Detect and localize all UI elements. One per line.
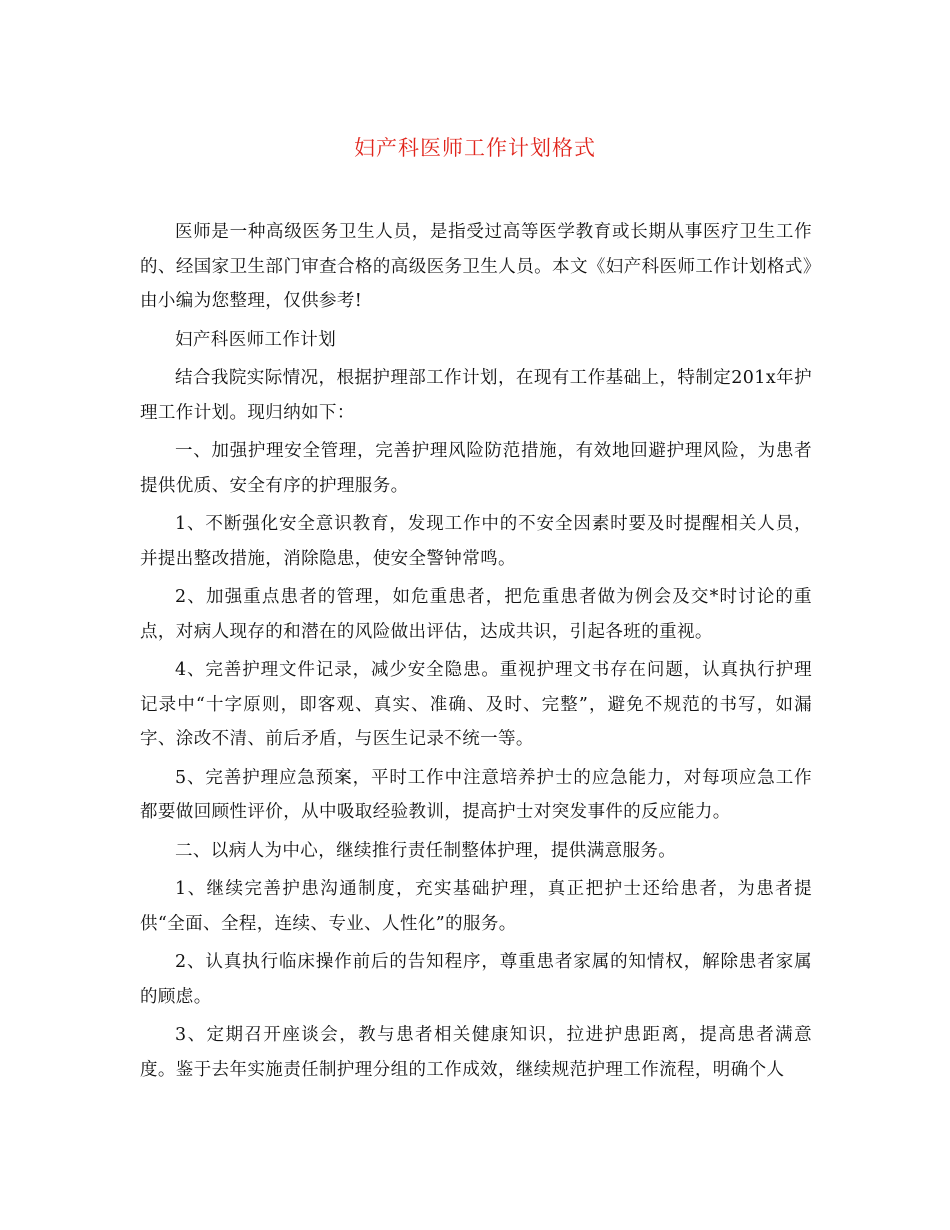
- paragraph-section-two: 二、以病人为中心，继续推行责任制整体护理，提供满意服务。: [175, 840, 677, 861]
- paragraph-item-2: 2、加强重点患者的管理，如危重患者，把危重患者做为例会及交*时讨论的重点，对病人现存的和潜在的风险做出评估，达成共识，引起各班的重视。: [140, 587, 812, 642]
- document-title: 妇产科医师工作计划格式: [354, 136, 596, 160]
- paragraph-item-5: 5、完善护理应急预案，平时工作中注意培养护士的应急能力，对每项应急工作都要做回顾性评价，从中吸取经验教训，提高护士对突发事件的反应能力。: [140, 767, 812, 822]
- section-heading: 妇产科医师工作计划: [175, 329, 337, 350]
- paragraph-section-one: 一、加强护理安全管理，完善护理风险防范措施，有效地回避护理风险，为患者提供优质、安全有序的护理服务。: [140, 441, 812, 496]
- paragraph-item-2-3: 3、定期召开座谈会，教与患者相关健康知识，拉进护患距离，提高患者满意度。鉴于去年实施责任制护理分组的工作成效，继续规范护理工作流程，明确个人: [140, 1025, 812, 1080]
- paragraph-context: 结合我院实际情况，根据护理部工作计划，在现有工作基础上，特制定201x年护理工作计划。现归纳如下：: [140, 368, 812, 423]
- intro-paragraph: 医师是一种高级医务卫生人员，是指受过高等医学教育或长期从事医疗卫生工作的、经国家卫生部门审查合格的高级医务卫生人员。本文《妇产科医师工作计划格式》由小编为您整理，仅供参考!: [140, 222, 812, 311]
- paragraph-item-2-2: 2、认真执行临床操作前后的告知程序，尊重患者家属的知情权，解除患者家属的顾虑。: [140, 952, 812, 1007]
- paragraph-item-2-1: 1、继续完善护患沟通制度，充实基础护理，真正把护士还给患者，为患者提供“全面、全程，连续、专业、人性化”的服务。: [140, 879, 812, 934]
- paragraph-item-4: 4、完善护理文件记录，减少安全隐患。重视护理文书存在问题，认真执行护理记录中“十字原则，即客观、真实、准确、及时、完整”，避免不规范的书写，如漏字、涂改不清、前后矛盾，与医生记录不统一等。: [140, 660, 812, 749]
- paragraph-item-1: 1、不断强化安全意识教育，发现工作中的不安全因素时要及时提醒相关人员，并提出整改措施，消除隐患，使安全警钟常鸣。: [140, 514, 812, 569]
- document-body: [140, 215, 812, 1091]
